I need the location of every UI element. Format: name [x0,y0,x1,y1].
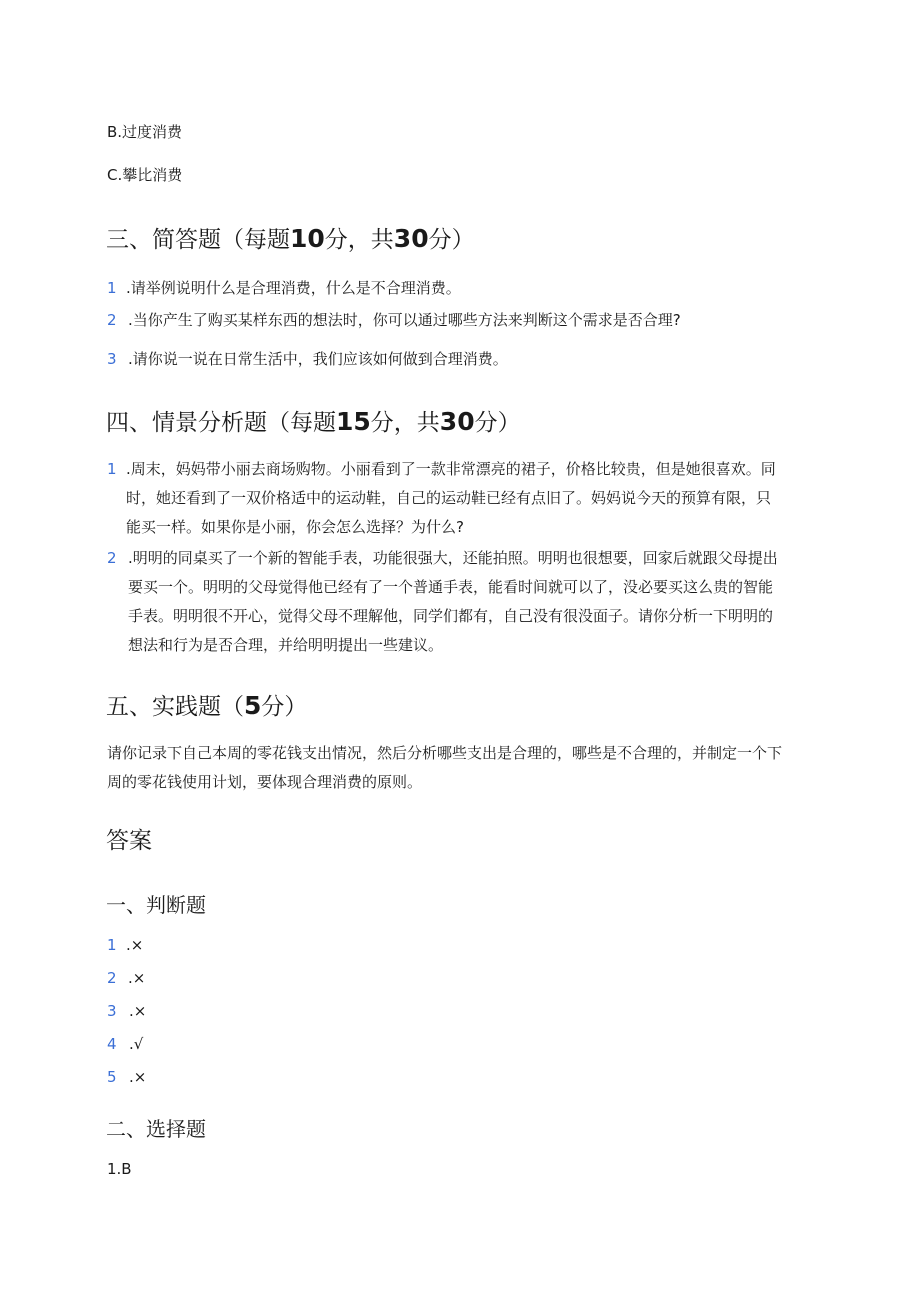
answers-heading: 答案 [106,828,152,854]
a2-item-1: 1.B [107,1160,132,1178]
a1-item-4-mark: .√ [129,1035,144,1053]
a1-item-3-number: 3 [107,1002,117,1020]
a1-item-3-mark: .× [129,1002,147,1020]
section-5-heading [106,691,307,722]
s5-line-2: 周的零花钱使用计划，要体现合理消费的原则。 [107,773,423,791]
s3-q1-text: .请举例说明什么是合理消费，什么是不合理消费。 [126,279,461,297]
section-3-prefix: 三、简答题（每题 [106,227,290,253]
section-5-score: 5 [244,691,262,720]
s3-q1-number: 1 [107,279,117,297]
section-4-mid: 分，共 [370,410,440,436]
s4-q2-line-1: .明明的同桌买了一个新的智能手表，功能很强大，还能拍照。明明也很想要，回家后就跟父母提出 [128,549,778,567]
section-4-total: 30 [439,407,475,436]
section-4-score-each: 15 [336,407,371,436]
section-3-score-each: 10 [290,224,325,253]
a1-item-1-number: 1 [107,936,117,954]
section-5-body [107,739,782,797]
section-4-heading [106,407,521,438]
a1-item-2-mark: .× [128,969,146,987]
s3-q2-text: .当你产生了购买某样东西的想法时，你可以通过哪些方法来判断这个需求是否合理? [128,311,681,329]
s4-q1-line-2: 时，她还看到了一双价格适中的运动鞋，自己的运动鞋已经有点旧了。妈妈说今天的预算有限，只 [126,489,772,507]
section-3-heading [106,224,475,255]
section-5-prefix: 五、实践题（ [106,694,244,720]
s4-q2-text [128,544,778,660]
s3-q2-number: 2 [107,311,117,329]
a1-item-4-number: 4 [107,1035,117,1053]
section-5-suffix: 分） [261,694,308,720]
s4-q2-line-3: 手表。明明很不开心，觉得父母不理解他，同学们都有，自己没有很没面子。请你分析一下明明的 [128,607,774,625]
s4-q1-line-1: .周末，妈妈带小丽去商场购物。小丽看到了一款非常漂亮的裙子，价格比较贵，但是她很喜欢。同 [126,460,776,478]
option-c: C.攀比消费 [107,166,183,184]
a1-item-2-number: 2 [107,969,117,987]
s3-q3-text: .请你说一说在日常生活中，我们应该如何做到合理消费。 [128,350,508,368]
answers-part-1-heading: 一、判断题 [106,893,206,917]
section-3-total: 30 [393,224,429,253]
section-4-suffix: 分） [474,410,521,436]
a1-item-1-mark: .× [126,936,144,954]
s3-q3-number: 3 [107,350,117,368]
s5-line-1: 请你记录下自己本周的零花钱支出情况，然后分析哪些支出是合理的，哪些是不合理的，并制定一个下 [107,744,783,762]
a1-item-5-number: 5 [107,1068,117,1086]
section-4-prefix: 四、情景分析题（每题 [106,410,336,436]
section-3-mid: 分，共 [324,227,394,253]
a1-item-5-mark: .× [129,1068,147,1086]
s4-q1-line-3: 能买一样。如果你是小丽，你会怎么选择？为什么? [126,518,464,536]
s4-q1-text [126,455,776,542]
option-b: B.过度消费 [107,123,183,141]
s4-q2-line-4: 想法和行为是否合理，并给明明提出一些建议。 [128,636,444,654]
s4-q2-line-2: 要买一个。明明的父母觉得他已经有了一个普通手表，能看时间就可以了，没必要买这么贵的智能 [128,578,774,596]
s4-q2-number: 2 [107,549,117,567]
section-3-suffix: 分） [428,227,475,253]
s4-q1-number: 1 [107,460,117,478]
answers-part-2-heading: 二、选择题 [106,1117,206,1141]
